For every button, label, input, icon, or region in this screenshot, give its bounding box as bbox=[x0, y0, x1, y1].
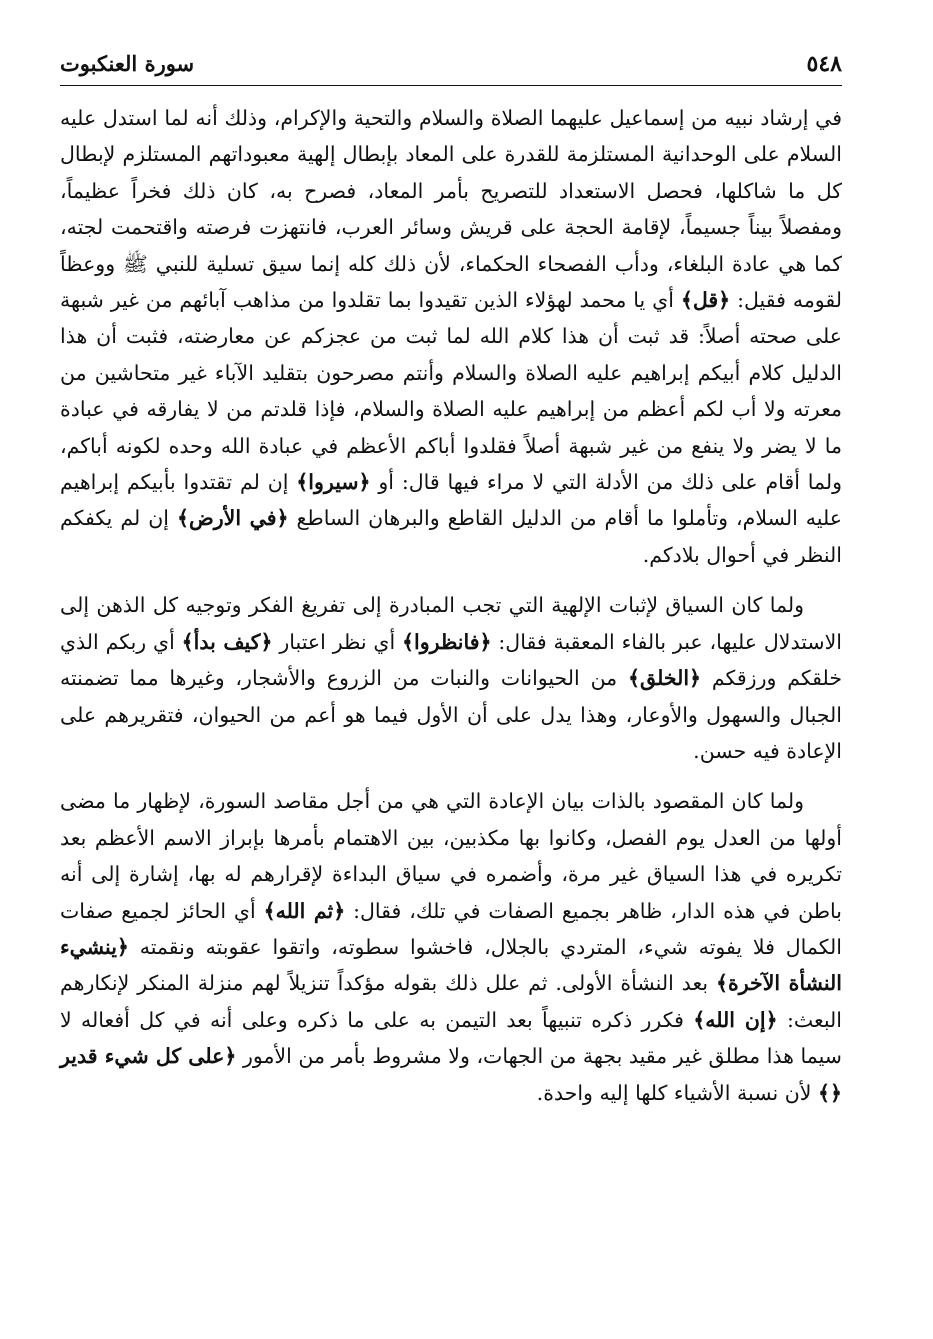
paragraph-2 bbox=[60, 587, 842, 769]
quran-quote: ﴿الخلق﴾ bbox=[627, 666, 702, 691]
text-segment: أي نظر اعتبار bbox=[272, 629, 403, 654]
paragraph-3 bbox=[60, 783, 842, 1111]
text-segment: أي ربكم الذي خلقكم ورزقكم bbox=[60, 629, 842, 691]
quran-quote: ﴿فانظروا﴾ bbox=[402, 629, 492, 654]
running-header bbox=[60, 48, 842, 82]
paragraph-1 bbox=[60, 100, 842, 573]
body-text bbox=[60, 100, 842, 1290]
text-segment: ولما كان المقصود بالذات بيان الإعادة التي هي من أجل مقاصد السورة، لإظهار ما مضى أولها من العدل يوم الفصل، وكانوا بها مكذبين، بين الاهتمام بأمرها بإبراز الاسم الأعظم بعد تكريره في هذا السياق غير مرة، وأضمره في سياق البداءة لإقرارهم له بها، إشارة إلى أنه باطن في هذه الدار، ظاهر بجميع الصفات في تلك، فقال: bbox=[60, 789, 842, 923]
text-segment: إن لم تقتدوا بأبيكم إبراهيم عليه السلام، وتأملوا ما أقام من الدليل القاطع والبرهان الساطع bbox=[60, 470, 842, 531]
text-segment: في إرشاد نبيه من إسماعيل عليهما الصلاة والسلام والتحية والإكرام، وذلك أنه لما استدل عليه السلام على الوحدانية المستلزمة للقدرة على المعاد بإبطال إلهية معبوداتهم المستلزم لإبطال كل ما شاكلها، فحصل الاستعداد للتصريح بأمر المعاد، فصرح به، كان ذلك فخراً عظيماً، ومفصلاً بيناً جسيماً، لإقامة الحجة على قريش وسائر العرب، فانتهزت فرصته واقتحمت لجته، كما هي عادة البلغاء، ودأب الفصحاء الحكماء، لأن ذلك كله إنما سيق تسلية للنبي ﷺ ووعظاً لقومه فقيل: bbox=[60, 106, 843, 313]
quran-quote: ﴿إن الله﴾ bbox=[693, 1007, 778, 1032]
quran-quote: ﴿سيروا﴾ bbox=[296, 470, 371, 495]
text-segment: ولما كان السياق لإثبات الإلهية التي تجب المبادرة إلى تفريغ الفكر وتوجيه كل الذهن إلى الاستدلال عليها، عبر بالفاء المعقبة فقال: bbox=[60, 593, 842, 654]
text-segment: لأن نسبة الأشياء كلها إليه واحدة. bbox=[536, 1080, 818, 1105]
page-number: ٥٤٨ bbox=[806, 51, 842, 77]
text-segment: إن لم يكفكم النظر في أحوال بلادكم. bbox=[60, 506, 842, 567]
text-segment: من الحيوانات والنبات من الزروع والأشجار، وغيرها مما تضمنته الجبال والسهول والأوعار، وهذا يدل على أن الأول فيما هو أعم من الحيوان، فتقريرهم على الإعادة فيه حسن. bbox=[60, 666, 842, 763]
surah-title: سورة العنكبوت bbox=[60, 51, 195, 76]
quran-quote: ﴿ينشيء النشأة الآخرة﴾ bbox=[60, 934, 842, 996]
quran-quote: ﴿قل﴾ bbox=[680, 288, 731, 313]
header-divider bbox=[60, 85, 842, 86]
text-segment: أي الحائز لجميع صفات الكمال فلا يفوته شيء، المتردي بالجلال، فاخشوا سطوته، واتقوا عقوبته ونقمته bbox=[60, 898, 842, 959]
quran-quote: ﴿في الأرض﴾ bbox=[176, 506, 289, 531]
text-segment: فكرر ذكره تنبيهاً بعد التيمن به على ما ذكره وعلى أنه في كل أفعاله لا سيما هذا مطلق غير مقيد بجهة من الجهات، ولا مشروط بأمر من الأمور bbox=[60, 1007, 842, 1069]
quran-quote: ﴿كيف بدأ﴾ bbox=[181, 629, 273, 654]
quran-quote: ﴿على كل شيء قدير ﴿﴾ bbox=[60, 1044, 842, 1105]
text-segment: بعد النشأة الأولى. ثم علل ذلك بقوله مؤكداً تنزيلاً لهم منزلة المنكر لإنكارهم البعث: bbox=[60, 971, 842, 1032]
text-segment: أي يا محمد لهؤلاء الذين تقيدوا بما تقلدوا من مذاهب آبائهم من غير شبهة على صحته أصلاً: قد ثبت أن هذا كلام الله لما ثبت من عجزكم عن معارضته، فثبت أن هذا الدليل كلام أبيكم إبراهيم عليه الصلاة والسلام وأنتم مصرحون بتقليد الآباء غير متحاشين من معرته ولا أب لكم أعظم من إبراهيم عليه الصلاة والسلام، فإذا قلدتم من لا يفارقه في عبادة ما لا يضر ولا ينفع من غير شبهة أصلاً فقلدوا أباكم الأعظم في عبادة الله وحده لكونه أباكم، ولما أقام على ذلك من الأدلة التي لا مراء فيها قال: أو bbox=[60, 288, 842, 495]
quran-quote: ﴿ثم الله﴾ bbox=[263, 898, 346, 923]
